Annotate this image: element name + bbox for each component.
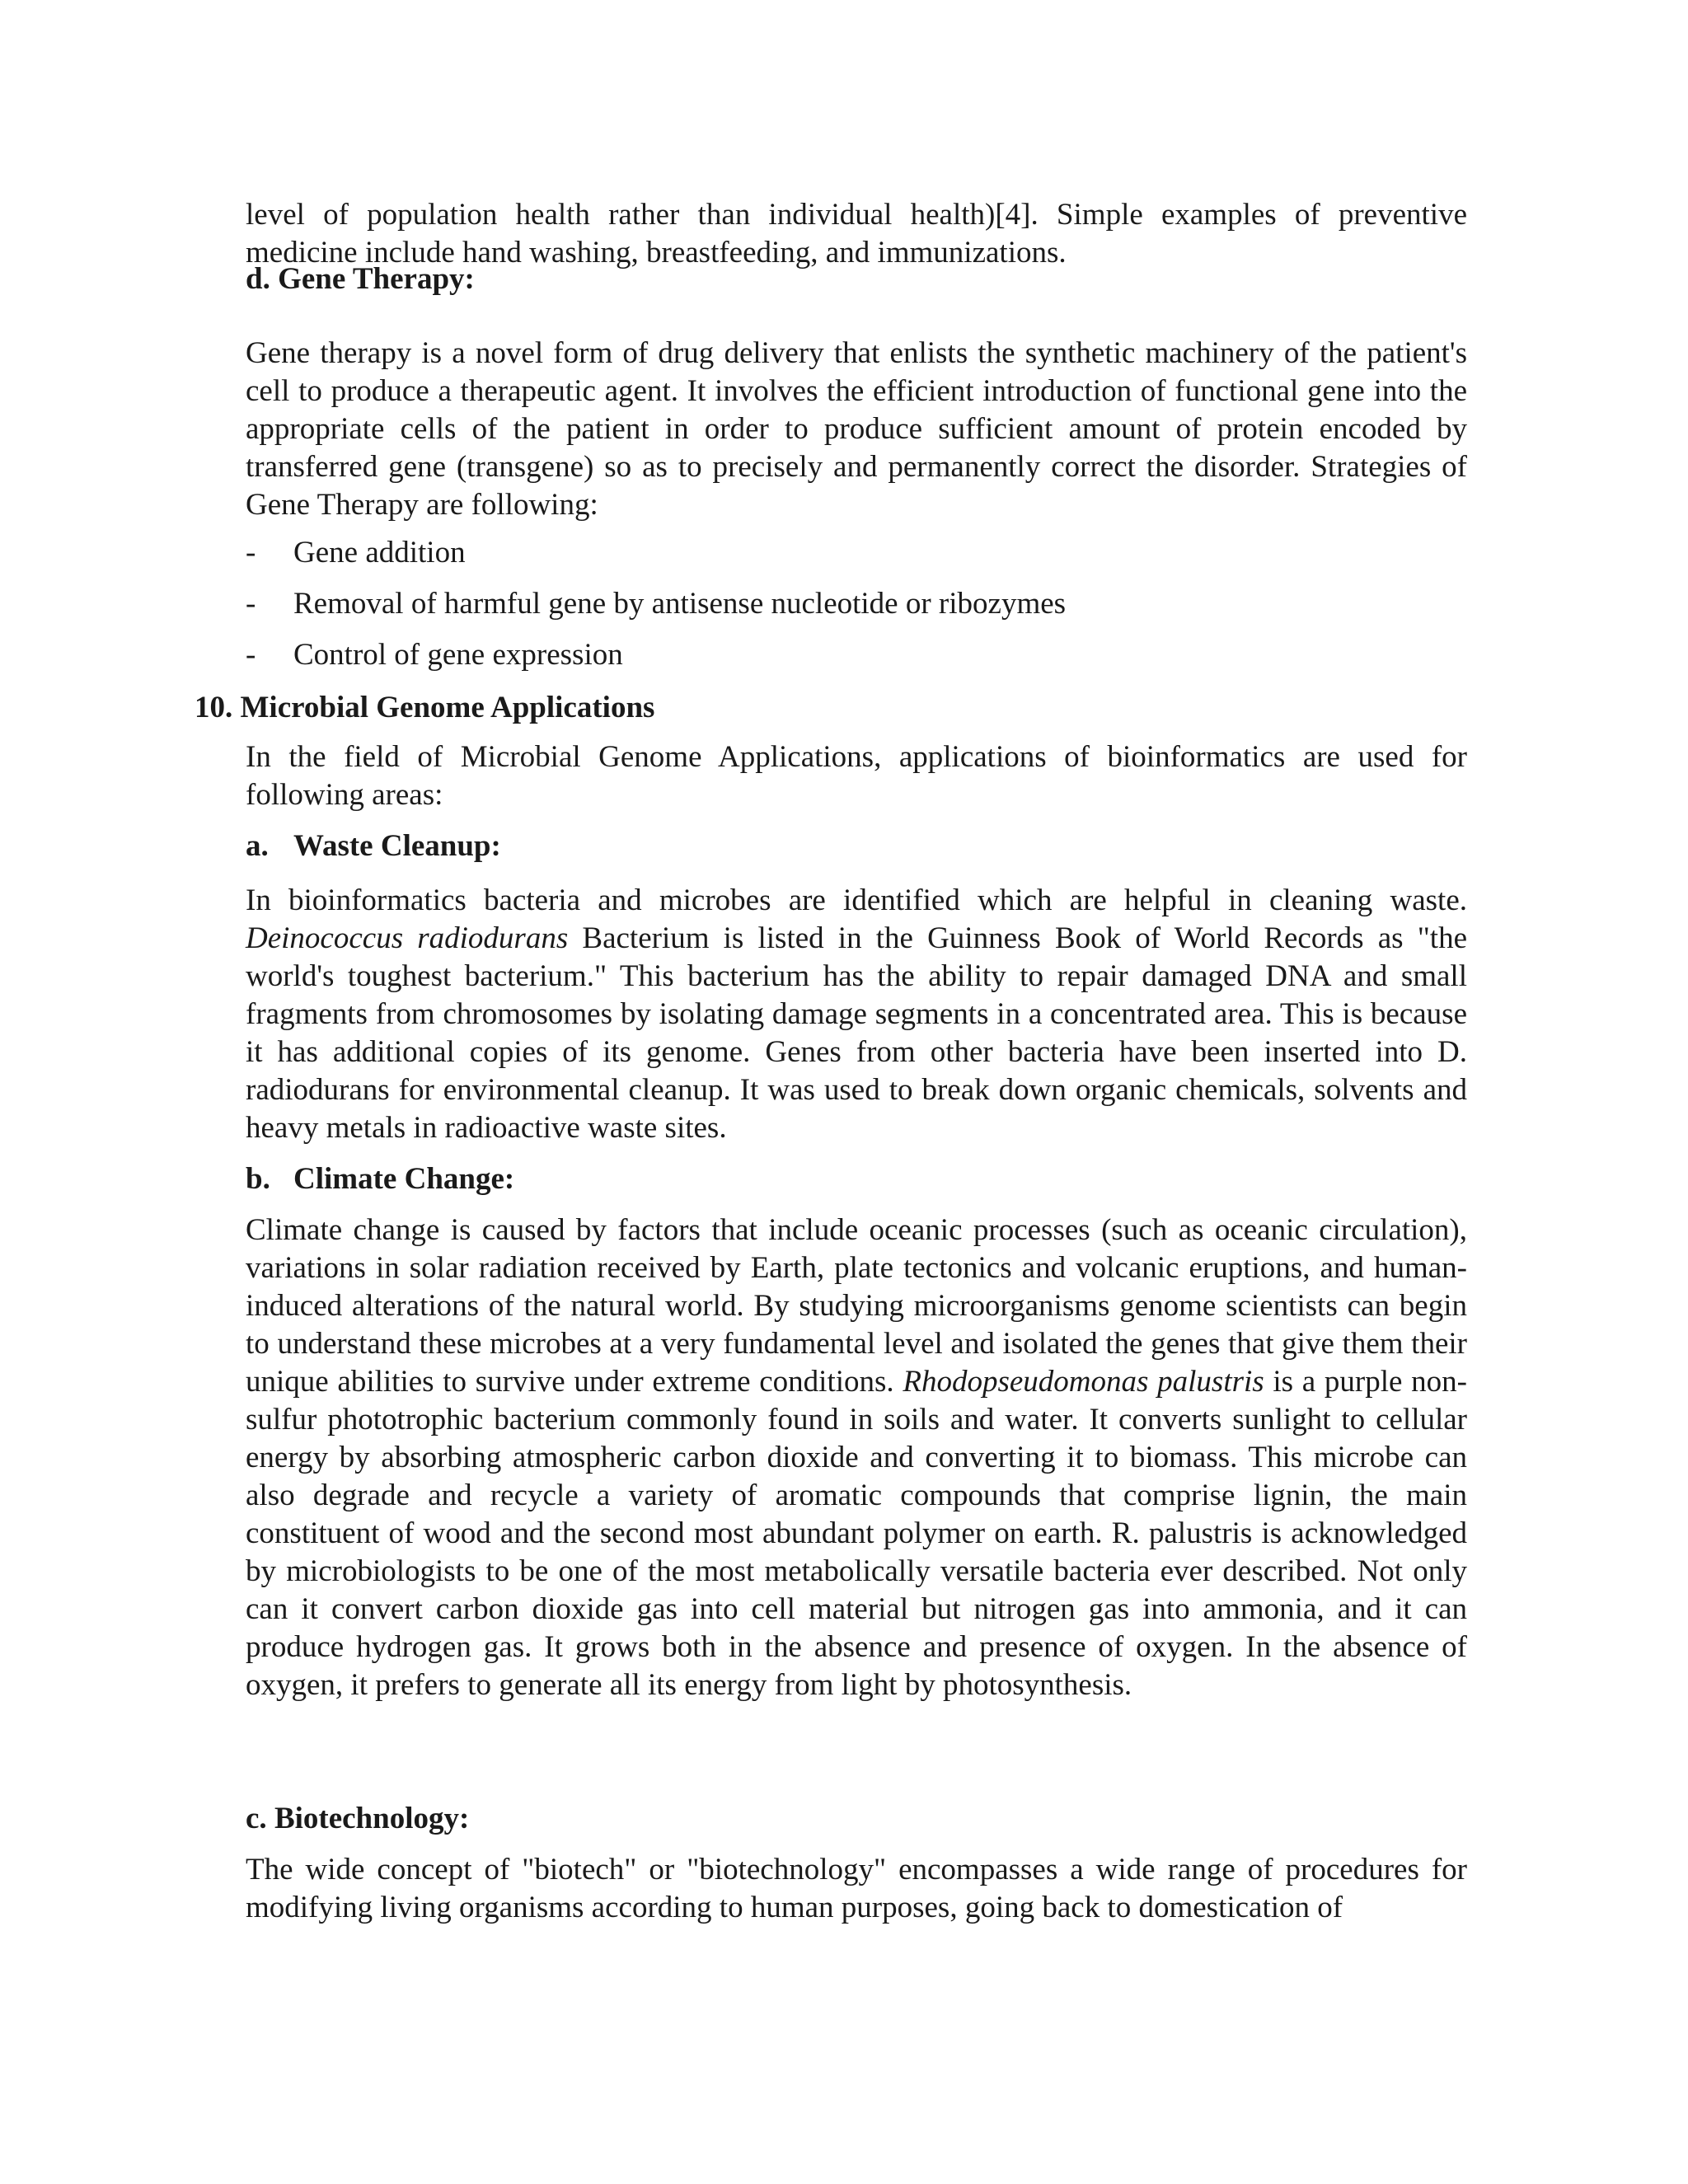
climate-change-title: Climate Change: bbox=[293, 1162, 515, 1196]
climate-change-label: b. bbox=[246, 1162, 270, 1196]
climate-change-rest: is a purple non-sulfur phototrophic bacterium commonly found in soils and water. It converts sunlight to cellular energy by absorbing atmospheric carbon dioxide and converting it to biomass. This microbe can also degrade and recycle a variety of aromatic compounds that comprise lignin, the main constituent of wood and the second most abundant polymer on earth. R. palustris is acknowledged by microbiologists to be one of the most metabolically versatile bacteria ever described. Not only can it convert carbon dioxide gas into cell material but nitrogen gas into ammonia, and it can produce hydrogen gas. It grows both in the absence and presence of oxygen. In the absence of oxygen, it prefers to generate all its energy from light by photosynthesis. bbox=[246, 1365, 1467, 1702]
intro-paragraph: level of population health rather than individual health)[4]. Simple examples of preventive medicine include hand washing, breastfeeding, and immunizations. bbox=[246, 198, 1467, 269]
biotechnology-title: Biotechnology: bbox=[274, 1802, 470, 1835]
biotechnology-paragraph: The wide concept of "biotech" or "biotechnology" encompasses a wide range of procedures for modifying living organisms according to human purposes, going back to domestication of bbox=[246, 1853, 1467, 1924]
bullet-item bbox=[246, 585, 1066, 623]
bullet-dash: - bbox=[246, 638, 256, 672]
bullet-text: Removal of harmful gene by antisense nucleotide or ribozymes bbox=[293, 587, 1067, 621]
waste-cleanup-lead: In bioinformatics bacteria and microbes are identified which are helpful in cleaning waste. bbox=[246, 883, 1467, 917]
section-10-title: Microbial Genome Applications bbox=[240, 691, 655, 724]
section-10-heading bbox=[195, 689, 654, 727]
biotechnology-label: c. bbox=[246, 1802, 267, 1835]
waste-cleanup-label: a. bbox=[246, 829, 269, 863]
waste-cleanup-title: Waste Cleanup: bbox=[293, 829, 501, 863]
climate-change-paragraph bbox=[246, 1212, 1467, 1704]
gene-therapy-label: d. bbox=[246, 262, 270, 296]
climate-change-heading bbox=[246, 1160, 514, 1198]
waste-cleanup-rest: Bacterium is listed in the Guinness Book of World Records as "the world's toughest bacterium." This bacterium has the ability to repair damaged DNA and small fragments from chromosomes by isolating damage segments in a concentrated area. This is because it has additional copies of its genome. Genes from other bacteria have been inserted into D. radiodurans for environmental cleanup. It was used to break down organic chemicals, solvents and heavy metals in radioactive waste sites. bbox=[246, 921, 1467, 1145]
bullet-dash: - bbox=[246, 587, 256, 621]
section-10-paragraph: In the field of Microbial Genome Applications, applications of bioinformatics are used for following areas: bbox=[246, 740, 1467, 812]
gene-therapy-heading bbox=[246, 260, 475, 298]
gene-therapy-title: Gene Therapy: bbox=[278, 262, 475, 296]
bullet-item bbox=[246, 636, 623, 674]
section-10-number: 10. bbox=[195, 691, 233, 724]
bullet-item bbox=[246, 534, 466, 572]
species-name: Deinococcus radiodurans bbox=[246, 921, 569, 955]
gene-therapy-paragraph: Gene therapy is a novel form of drug delivery that enlists the synthetic machinery of the patient's cell to produce a therapeutic agent. It involves the efficient introduction of functional gene into the appropriate cells of the patient in order to produce sufficient amount of protein encoded by transferred gene (transgene) so as to precisely and permanently correct the disorder. Strategies of Gene Therapy are following: bbox=[246, 336, 1467, 522]
bullet-text: Gene addition bbox=[293, 536, 466, 569]
waste-cleanup-heading bbox=[246, 827, 501, 865]
species-name: Rhodopseudomonas palustris bbox=[903, 1365, 1264, 1399]
biotechnology-heading bbox=[246, 1800, 469, 1838]
waste-cleanup-paragraph bbox=[246, 882, 1467, 1147]
climate-change-lead: Climate change is caused by factors that include oceanic processes (such as oceanic circulation), variations in solar radiation received by Earth, plate tectonics and volcanic eruptions, and human-induced alterations of the natural world. By studying microorganisms genome scientists can begin to understand these microbes at a very fundamental level and isolated the genes that give them their unique abilities to survive under extreme conditions. bbox=[246, 1213, 1467, 1399]
bullet-text: Control of gene expression bbox=[293, 638, 623, 672]
bullet-dash: - bbox=[246, 536, 256, 569]
